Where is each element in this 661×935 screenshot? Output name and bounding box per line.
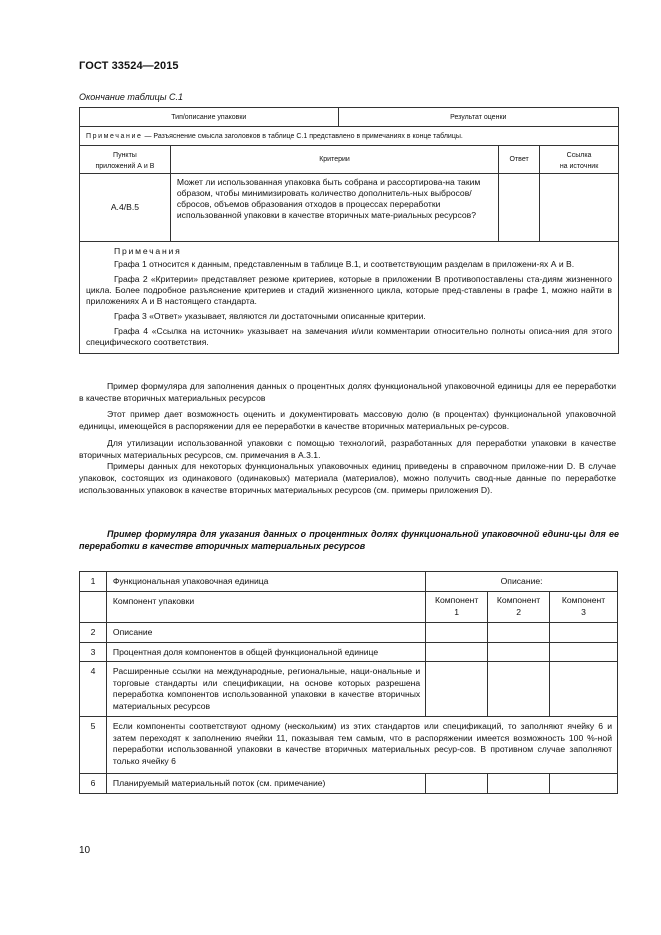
paragraph: Пример формуляра для заполнения данных о процентных долях функциональной упаковочной единицы для ее переработки в качестве вторичных материальных ресурсов (79, 381, 616, 403)
note-label: Примечание (86, 133, 143, 140)
form-cell[interactable] (426, 623, 488, 643)
row-text: Описание (106, 623, 425, 643)
form-cell[interactable] (426, 662, 488, 717)
component-label: Компонент (561, 595, 606, 605)
form-cell[interactable] (550, 774, 618, 794)
row-num-empty (80, 592, 107, 623)
row-reference-cell (540, 174, 619, 242)
component-number: 3 (581, 606, 586, 617)
head-packaging-type: Тип/описание упаковки (80, 108, 339, 127)
table-caption: Окончание таблицы С.1 (79, 92, 183, 102)
component-number: 2 (516, 606, 521, 617)
component-number: 1 (454, 606, 460, 617)
form-table (79, 571, 618, 794)
component-header (426, 592, 488, 623)
col-reference-line2: на источник (559, 163, 599, 170)
row-num: 1 (80, 572, 107, 592)
component-header (488, 592, 550, 623)
form-cell[interactable] (426, 642, 488, 662)
form-cell[interactable] (550, 642, 618, 662)
paragraph: Примеры данных для некоторых функциональных упаковочных единиц приведены в справочном приложе-нии D. В случае упаковок, состоящих из одинакового (одинаковых) материала (материалов), можно получить свод-ные данные по переработке использованных упаковок в качестве вторичных материальных ресурсов (см. примеры приложения D). (79, 461, 616, 495)
form-cell[interactable] (488, 662, 550, 717)
row-num: 2 (80, 623, 107, 643)
form-cell[interactable] (550, 662, 618, 717)
form-heading: Пример формуляра для указания данных о процентных долях функциональной упаковочной едини-цы для ее переработки в качестве вторичных материальных ресурсов (79, 529, 619, 551)
body-text (79, 381, 616, 501)
paragraph: Этот пример дает возможность оценить и документировать массовую долю (в процентах) функциональной упаковочной единицы, имеющейся в распоряжении для ее переработки в качестве вторичных материальных ре-сурсов. (79, 409, 616, 432)
form-cell[interactable] (550, 623, 618, 643)
row-criterion-text: Может ли использованная упаковка быть собрана и рассортирова-на таким образом, чтобы минимизировать количество дополнитель-ных выбросов/сбросов, объемов образования отходов в процессах переработки использованной упаковки в качестве вторичных мате-риальных ресурсов? (170, 174, 498, 242)
row-text: Расширенные ссылки на международные, региональные, наци-ональные и торговые стандарты или спецификации, на основе которых разрешена переработка компонентов использованной упаковки в качестве вторичных материальных ресурсов (106, 662, 425, 717)
note-item: Графа 4 «Ссылка на источник» указывает на замечания и/или комментарии относительно полноты описа-ния для этого специфического соответствия. (86, 326, 612, 347)
col-reference-line1: Ссылка (566, 152, 592, 159)
table-c1 (79, 107, 619, 354)
component-header (550, 592, 618, 623)
form-cell[interactable] (488, 623, 550, 643)
notes-heading: Примечания (114, 246, 182, 256)
col-criteria: Критерии (170, 146, 498, 174)
row-num: 5 (80, 717, 107, 774)
note-item: Графа 3 «Ответ» указывает, являются ли достаточными описанные критерии. (114, 311, 426, 321)
row-num: 4 (80, 662, 107, 717)
row-num: 3 (80, 642, 107, 662)
row-text: Компонент упаковки (106, 592, 425, 623)
table-note-row (80, 127, 619, 146)
component-label: Компонент (434, 595, 479, 605)
note-item: Графа 1 относится к данным, представленным в таблице В.1, и соответствующим разделам в приложени-ях А и В. (114, 259, 575, 269)
row-num: 6 (80, 774, 107, 794)
row-text: Функциональная упаковочная единица (106, 572, 425, 592)
col-points-line1: Пункты (113, 152, 137, 159)
component-label: Компонент (496, 595, 541, 605)
row-point-ref: А.4/В.5 (80, 174, 171, 242)
head-evaluation-result: Результат оценки (338, 108, 619, 127)
form-cell[interactable] (488, 642, 550, 662)
col-answer: Ответ (499, 146, 540, 174)
form-cell[interactable] (488, 774, 550, 794)
note-item: Графа 2 «Критерии» представляет резюме критериев, которые в приложении В противопоставлены ста-диям жизненного цикла. Более подробное разъяснение критериев и стадий жизненного цикла, которые пред-ставлены в графе 1, можно найти в приложениях А и В настоящего стандарта. (86, 274, 612, 306)
row-text: Планируемый материальный поток (см. примечание) (106, 774, 425, 794)
row-text: Если компоненты соответствуют одному (нескольким) из этих стандартов или спецификаций, то заполняют ячейку 6 и затем переходят к заполнению ячейки 11, показывая тем самым, что в распоряжении имеется возможность 100 %-ной переработки использованной упаковки в качестве вторичных материальных ресур-сов. В противном случае заполняют только ячейку 6 (106, 717, 617, 774)
row-answer-cell (499, 174, 540, 242)
paragraph: Для утилизации использованной упаковки с помощью технологий, разработанных для переработки упаковки в качестве вторичных материальных ресурсов, см. примечания в А.3.1. (79, 437, 616, 460)
standard-header: ГОСТ 33524—2015 (79, 60, 179, 72)
description-header: Описание: (426, 572, 618, 592)
col-points-line2: приложений А и В (95, 163, 155, 170)
note-text: — Разъяснение смысла заголовков в таблице С.1 представлено в примечаниях в конце таблицы. (142, 133, 463, 140)
col-reference (540, 146, 619, 174)
col-points (80, 146, 171, 174)
table-notes (80, 242, 619, 354)
row-text: Процентная доля компонентов в общей функциональной единице (106, 642, 425, 662)
form-cell[interactable] (426, 774, 488, 794)
page-number: 10 (79, 845, 91, 856)
